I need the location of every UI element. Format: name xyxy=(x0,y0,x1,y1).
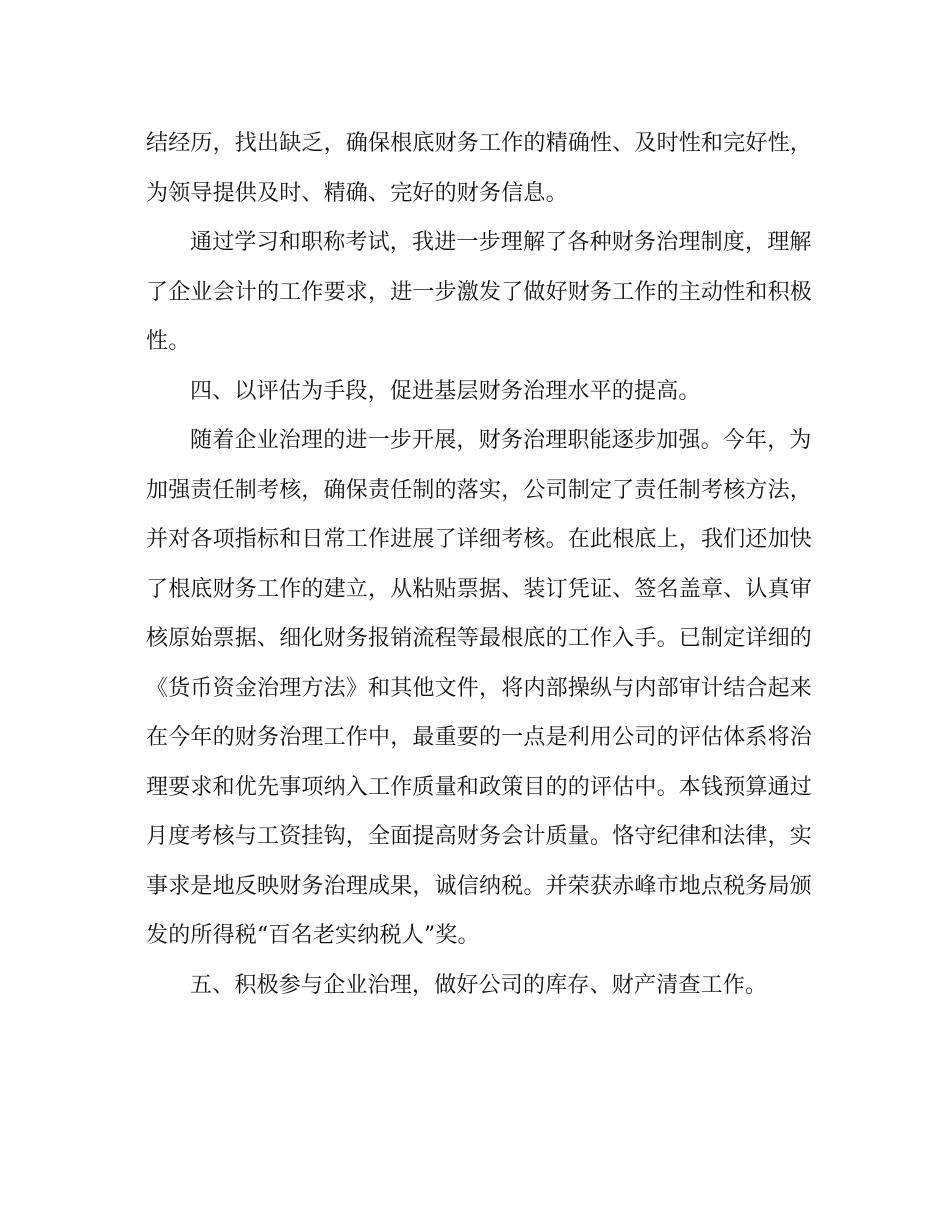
paragraph-start-line: 通过学习和职称考试，我进一步理解了各种财务治理制度，理解 xyxy=(190,230,812,255)
text-line: 结经历，找出缺乏，确保根底财务工作的精确性、及时性和完好性， xyxy=(146,131,813,156)
text-line: 发的所得税“百名老实纳税人”奖。 xyxy=(146,923,480,948)
text-line: 了根底财务工作的建立，从粘贴票据、装订凭证、签名盖章、认真审 xyxy=(146,577,813,602)
text-line: 月度考核与工资挂钩，全面提高财务会计质量。恪守纪律和法律，实 xyxy=(146,824,813,849)
text-line: 了企业会计的工作要求，进一步激发了做好财务工作的主动性和积极 xyxy=(146,280,813,305)
text-line: 《货币资金治理方法》和其他文件，将内部操纵与内部审计结合起来 xyxy=(146,676,813,701)
text-line: 在今年的财务治理工作中，最重要的一点是利用公司的评估体系将治 xyxy=(146,725,813,750)
paragraph-start-line: 随着企业治理的进一步开展，财务治理职能逐步加强。今年，为 xyxy=(190,428,812,453)
section-heading: 四、以评估为手段，促进基层财务治理水平的提高。 xyxy=(190,379,701,404)
text-line: 并对各项指标和日常工作进展了详细考核。在此根底上，我们还加快 xyxy=(146,527,813,552)
text-line: 核原始票据、细化财务报销流程等最根底的工作入手。已制定详细的 xyxy=(146,626,813,651)
text-line: 为领导提供及时、精确、完好的财务信息。 xyxy=(146,181,568,206)
text-line: 性。 xyxy=(146,329,191,354)
text-line: 加强责任制考核，确保责任制的落实，公司制定了责任制考核方法， xyxy=(146,478,813,503)
text-line: 事求是地反映财务治理成果，诚信纳税。并荣获赤峰市地点税务局颁 xyxy=(146,874,813,899)
section-heading: 五、积极参与企业治理，做好公司的库存、财产清查工作。 xyxy=(190,973,768,998)
text-line: 理要求和优先事项纳入工作质量和政策目的的评估中。本钱预算通过 xyxy=(146,775,813,800)
